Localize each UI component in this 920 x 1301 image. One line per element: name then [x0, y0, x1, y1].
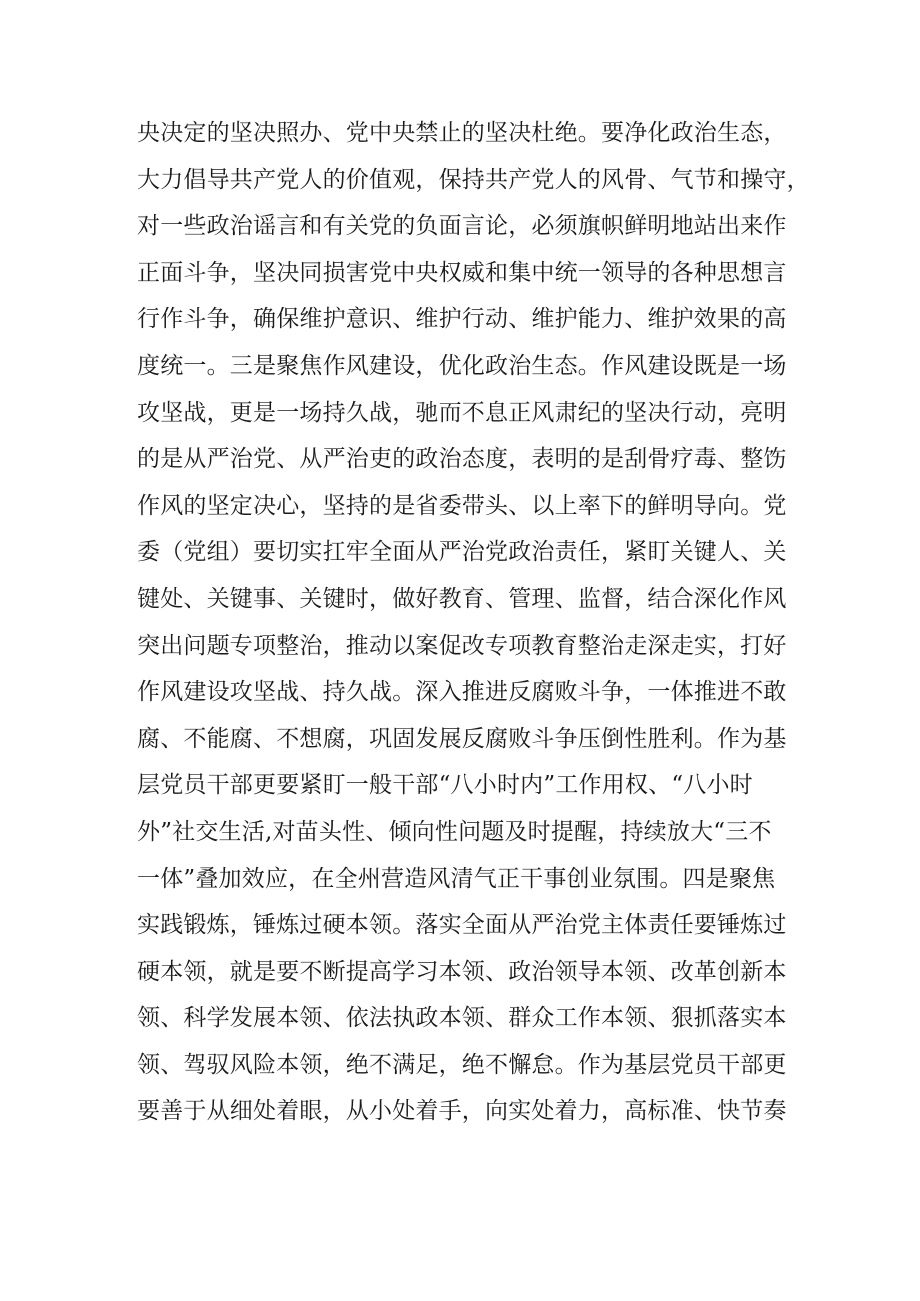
text-line-19: 硬本领，就是要不断提高学习本领、政治领导本领、改革创新本 — [137, 958, 787, 985]
text-line-7: 攻坚战，更是一场持久战，驰而不息正风肃纪的坚决行动，亮明 — [137, 399, 787, 426]
text-line-10: 委（党组）要切实扛牢全面从严治党政治责任，紧盯关键人、关 — [137, 539, 787, 566]
text-line-3: 对一些政治谣言和有关党的负面言论，必须旗帜鲜明地站出来作 — [137, 213, 787, 240]
text-line-15: 层党员干部更要紧盯一般干部“八小时内”工作用权、“八小时 — [137, 772, 753, 799]
text-line-16: 外”社交生活,对苗头性、倾向性问题及时提醒，持续放大“三不 — [137, 818, 772, 845]
text-line-14: 腐、不能腐、不想腐，巩固发展反腐败斗争压倒性胜利。作为基 — [137, 725, 787, 752]
text-line-11: 键处、关键事、关键时，做好教育、管理、监督，结合深化作风 — [137, 585, 787, 612]
text-line-2: 大力倡导共产党人的价值观，保持共产党人的风骨、气节和操守， — [137, 166, 810, 193]
text-line-6: 度统一。三是聚焦作风建设，优化政治生态。作风建设既是一场 — [137, 352, 787, 379]
text-line-9: 作风的坚定决心，坚持的是省委带头、以上率下的鲜明导向。党 — [137, 492, 787, 519]
text-line-5: 行作斗争，确保维护意识、维护行动、维护能力、维护效果的高 — [137, 306, 787, 333]
text-line-4: 正面斗争，坚决同损害党中央权威和集中统一领导的各种思想言 — [137, 259, 787, 286]
text-line-8: 的是从严治党、从严治吏的政治态度，表明的是刮骨疗毒、整饬 — [137, 446, 787, 473]
text-line-1: 央决定的坚决照办、党中央禁止的坚决杜绝。要净化政治生态， — [137, 120, 787, 146]
text-line-13: 作风建设攻坚战、持久战。深入推进反腐败斗争，一体推进不敢 — [137, 679, 787, 706]
body-text — [137, 110, 810, 1135]
text-line-17: 一体”叠加效应，在全州营造风清气正干事创业氛围。四是聚焦 — [137, 865, 776, 892]
text-line-21: 领、驾驭风险本领，绝不满足，绝不懈怠。作为基层党员干部更 — [137, 1051, 787, 1078]
text-line-22: 要善于从细处着眼，从小处着手，向实处着力，高标准、快节奏 — [137, 1098, 787, 1125]
text-line-20: 领、科学发展本领、依法执政本领、群众工作本领、狠抓落实本 — [137, 1005, 787, 1032]
text-line-18: 实践锻炼，锤炼过硬本领。落实全面从严治党主体责任要锤炼过 — [137, 912, 787, 939]
text-line-12: 突出问题专项整治，推动以案促改专项教育整治走深走实，打好 — [137, 632, 787, 659]
